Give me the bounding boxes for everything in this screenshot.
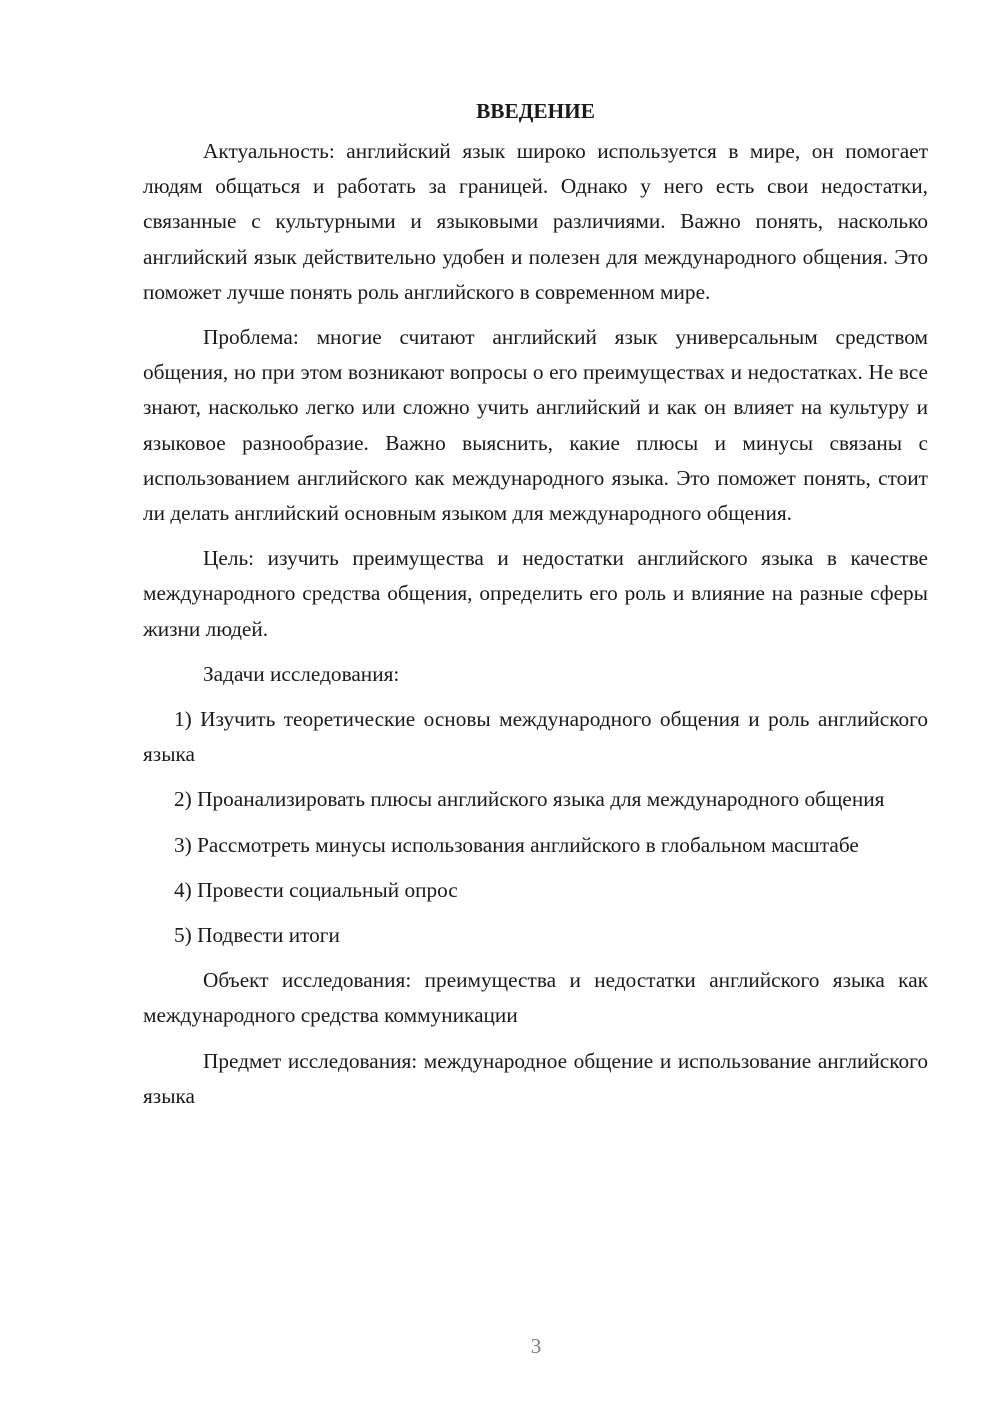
page-number: 3 <box>530 1334 542 1358</box>
tasks-heading: Задачи исследования: <box>203 661 400 686</box>
paragraph-goal: Цель: изучить преимущества и недостатки английского языка в качестве международного средства общения, определить его роль и влияние на разные сферы жизни людей. <box>143 546 928 641</box>
task-item-3: 3) Рассмотреть минусы использования английского в глобальном масштабе <box>174 832 859 857</box>
paragraph-problem: Проблема: многие считают английский язык универсальным средством общения, но при этом возникают вопросы о его преимуществах и недостатках. Не все знают, насколько легко или сложно учить английский и как он влияет на культуру и языковое разнообразие. Важно выяснить, какие плюсы и минусы связаны с использованием английского как международного языка. Это поможет понять, стоит ли делать английский основным языком для международного общения. <box>143 325 928 526</box>
task-item-5: 5) Подвести итоги <box>174 923 340 948</box>
paragraph-relevance: Актуальность: английский язык широко используется в мире, он помогает людям общаться и работать за границей. Однако у него есть свои недостатки, связанные с культурными и языковыми различиями. Важно понять, насколько английский язык действительно удобен и полезен для международного общения. Это поможет лучше понять роль английского в современном мире. <box>143 139 928 304</box>
page-body <box>143 96 928 1114</box>
page-title: ВВЕДЕНИЕ <box>476 99 595 123</box>
task-item-1: 1) Изучить теоретические основы международного общения и роль английского языка <box>143 707 928 767</box>
task-item-2: 2) Проанализировать плюсы английского языка для международного общения <box>174 787 885 812</box>
paragraph-subject: Предмет исследования: международное общение и использование английского языка <box>143 1048 928 1108</box>
paragraph-object: Объект исследования: преимущества и недостатки английского языка как международного средства коммуникации <box>143 968 928 1028</box>
task-item-4: 4) Провести социальный опрос <box>174 877 458 902</box>
